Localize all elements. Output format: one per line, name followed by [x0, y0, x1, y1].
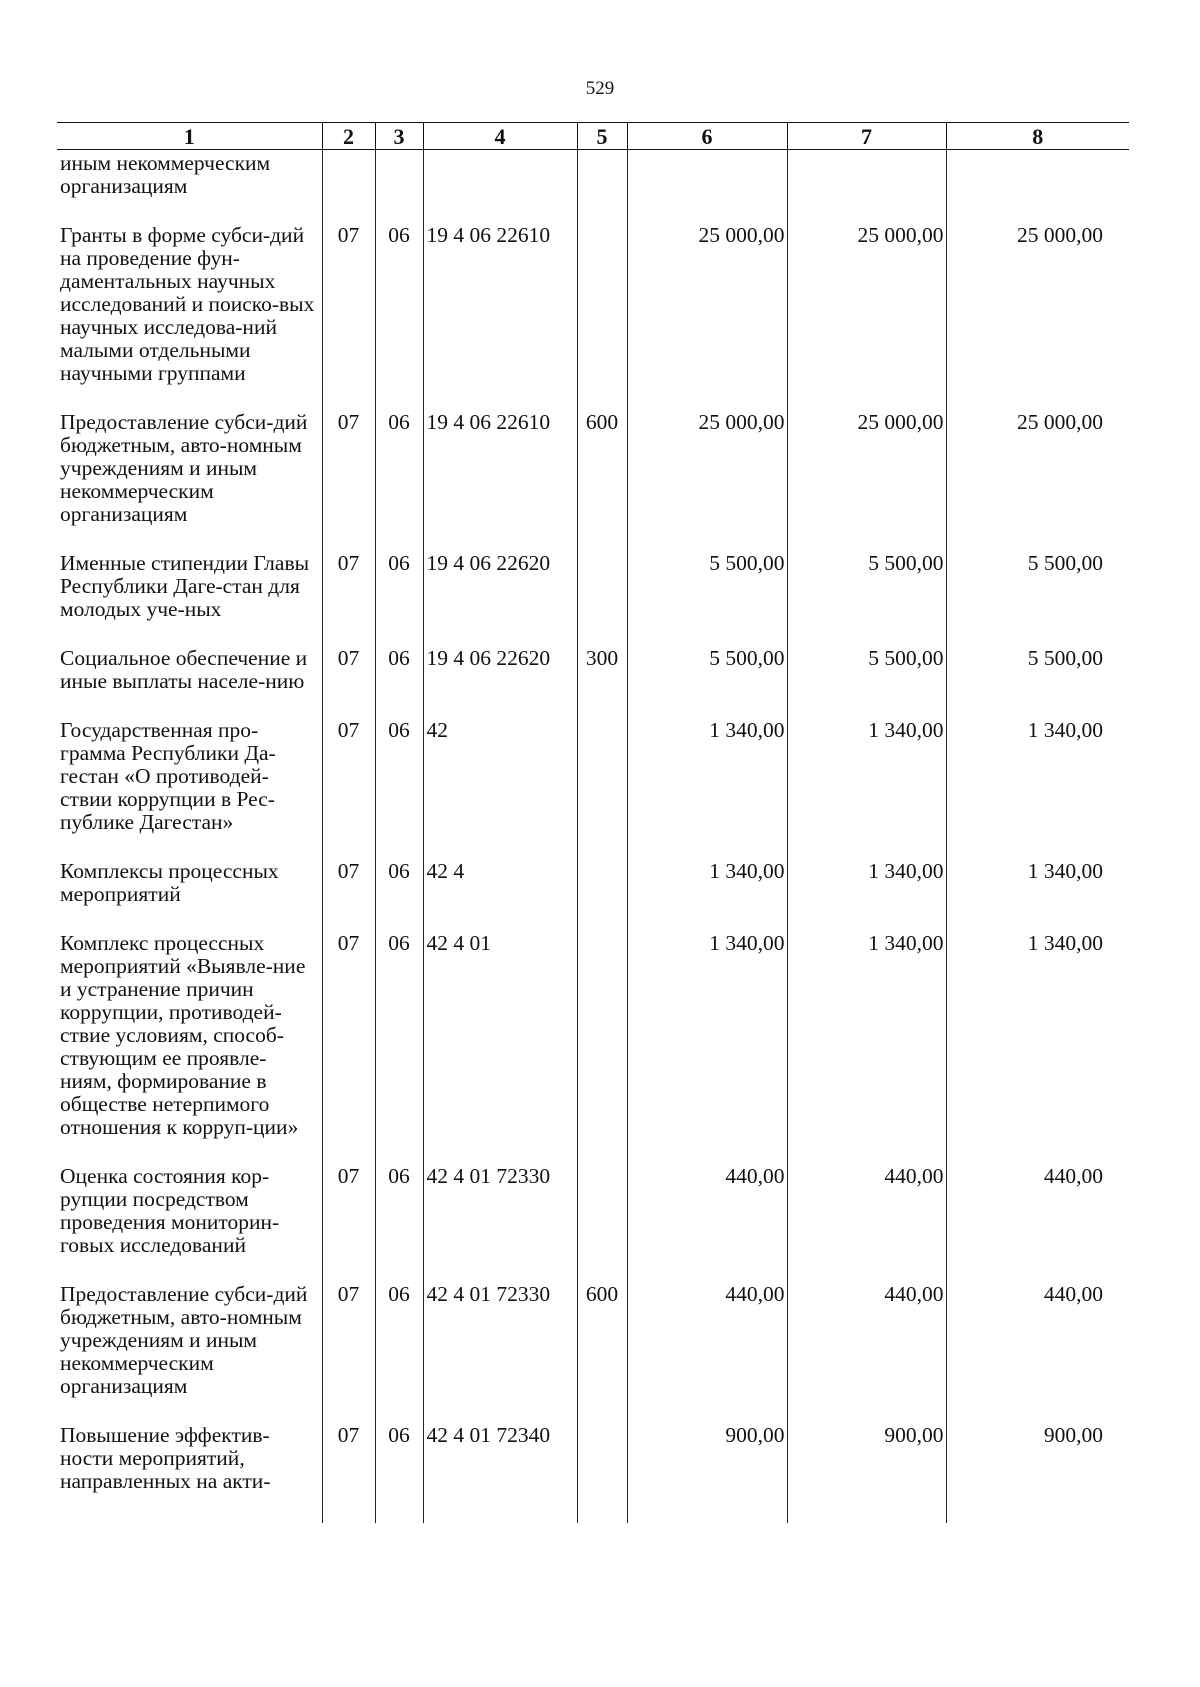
row-amount-col8: 1 340,00: [946, 707, 1129, 848]
row-target-code: 42 4: [423, 848, 577, 920]
header-col-7: 7: [787, 123, 946, 150]
row-amount-col6: 1 340,00: [627, 707, 787, 848]
table-row: [57, 1412, 1129, 1523]
row-section: 07: [322, 1271, 375, 1412]
row-name: Предоставление субси-дий бюджетным, авто-номным учреждениям и иным некоммерческим организациям: [60, 410, 308, 526]
row-subsection: 06: [375, 848, 423, 920]
row-subsection: 06: [375, 1271, 423, 1412]
row-amount-col8: 1 340,00: [946, 848, 1129, 920]
row-expense-type: [577, 1412, 627, 1523]
row-target-code: 42 4 01 72340: [423, 1412, 577, 1523]
header-col-6: 6: [627, 123, 787, 150]
row-name: Комплексы процессных мероприятий: [60, 859, 279, 906]
row-amount-col6: 1 340,00: [627, 848, 787, 920]
row-amount-col7: 25 000,00: [787, 399, 946, 540]
table-row: [57, 920, 1129, 1153]
row-name: Гранты в форме субси-дий на проведение фун-даментальных научных исследований и поиско-вых научных исследова-ний малыми отдельными научными группами: [60, 223, 315, 385]
row-name: Государственная про-грамма Республики Да-гестан «О противодей-ствии коррупции в Рес-публике Дагестан»: [60, 718, 276, 834]
row-expense-type: [577, 150, 627, 213]
row-amount-col6: 900,00: [627, 1412, 787, 1523]
row-subsection: 06: [375, 399, 423, 540]
row-target-code: 42: [423, 707, 577, 848]
row-section: 07: [322, 1412, 375, 1523]
row-name: Комплекс процессных мероприятий «Выявле-ние и устранение причин коррупции, противодей-ствие условиям, способ-ствующим ее проявле-ниям, формирование в обществе нетерпимого отношения к корруп-ции»: [60, 931, 306, 1139]
row-amount-col8: 440,00: [946, 1153, 1129, 1271]
row-expense-type: [577, 920, 627, 1153]
row-amount-col6: 25 000,00: [627, 212, 787, 399]
row-target-code: 42 4 01 72330: [423, 1271, 577, 1412]
row-name: Повышение эффектив-ности мероприятий, направленных на акти-: [60, 1423, 271, 1493]
row-target-code: 19 4 06 22620: [423, 540, 577, 635]
row-subsection: 06: [375, 212, 423, 399]
row-target-code: 19 4 06 22610: [423, 399, 577, 540]
table-row: [57, 399, 1129, 540]
row-amount-col8: 900,00: [946, 1412, 1129, 1523]
row-name: Именные стипендии Главы Республики Даге-стан для молодых уче-ных: [60, 551, 310, 621]
row-subsection: 06: [375, 540, 423, 635]
header-col-5: 5: [577, 123, 627, 150]
row-subsection: [375, 150, 423, 213]
row-section: 07: [322, 399, 375, 540]
row-subsection: 06: [375, 920, 423, 1153]
header-col-8: 8: [946, 123, 1129, 150]
row-amount-col7: 1 340,00: [787, 920, 946, 1153]
table-row: [57, 212, 1129, 399]
row-amount-col7: 440,00: [787, 1153, 946, 1271]
row-section: 07: [322, 920, 375, 1153]
row-amount-col8: 5 500,00: [946, 635, 1129, 707]
row-section: 07: [322, 848, 375, 920]
row-amount-col7: [787, 150, 946, 213]
row-amount-col7: 1 340,00: [787, 848, 946, 920]
row-amount-col8: 1 340,00: [946, 920, 1129, 1153]
row-subsection: 06: [375, 635, 423, 707]
row-amount-col6: 440,00: [627, 1153, 787, 1271]
row-amount-col6: 5 500,00: [627, 635, 787, 707]
row-amount-col7: 440,00: [787, 1271, 946, 1412]
row-amount-col8: 5 500,00: [946, 540, 1129, 635]
table-header-row: [57, 123, 1129, 150]
budget-table: [57, 122, 1129, 1523]
row-section: 07: [322, 540, 375, 635]
row-section: 07: [322, 1153, 375, 1271]
row-amount-col7: 5 500,00: [787, 635, 946, 707]
row-name: Социальное обеспечение и иные выплаты населе-нию: [60, 646, 308, 693]
row-expense-type: [577, 848, 627, 920]
row-subsection: 06: [375, 1153, 423, 1271]
row-amount-col7: 900,00: [787, 1412, 946, 1523]
header-col-1: 1: [57, 123, 322, 150]
row-expense-type: [577, 212, 627, 399]
header-col-4: 4: [423, 123, 577, 150]
row-name: иным некоммерческим организациям: [60, 151, 271, 198]
row-expense-type: 600: [577, 1271, 627, 1412]
row-amount-col8: [946, 150, 1129, 213]
row-name: Оценка состояния кор-рупции посредством проведения мониторин-говых исследований: [60, 1164, 280, 1257]
row-amount-col7: 1 340,00: [787, 707, 946, 848]
row-target-code: [423, 150, 577, 213]
table-row: [57, 1153, 1129, 1271]
row-expense-type: 300: [577, 635, 627, 707]
row-expense-type: [577, 707, 627, 848]
row-section: 07: [322, 707, 375, 848]
header-col-3: 3: [375, 123, 423, 150]
row-amount-col8: 440,00: [946, 1271, 1129, 1412]
table-row: [57, 707, 1129, 848]
table-row: [57, 150, 1129, 213]
page-number: 529: [585, 78, 615, 99]
row-amount-col7: 5 500,00: [787, 540, 946, 635]
row-target-code: 42 4 01 72330: [423, 1153, 577, 1271]
row-amount-col6: [627, 150, 787, 213]
row-section: 07: [322, 635, 375, 707]
row-amount-col8: 25 000,00: [946, 212, 1129, 399]
row-amount-col6: 1 340,00: [627, 920, 787, 1153]
row-subsection: 06: [375, 1412, 423, 1523]
row-expense-type: [577, 540, 627, 635]
row-target-code: 19 4 06 22610: [423, 212, 577, 399]
row-section: [322, 150, 375, 213]
row-target-code: 19 4 06 22620: [423, 635, 577, 707]
table-row: [57, 635, 1129, 707]
row-expense-type: 600: [577, 399, 627, 540]
table-row: [57, 848, 1129, 920]
row-amount-col6: 25 000,00: [627, 399, 787, 540]
table-row: [57, 540, 1129, 635]
row-section: 07: [322, 212, 375, 399]
row-amount-col6: 5 500,00: [627, 540, 787, 635]
row-amount-col6: 440,00: [627, 1271, 787, 1412]
row-target-code: 42 4 01: [423, 920, 577, 1153]
header-col-2: 2: [322, 123, 375, 150]
row-subsection: 06: [375, 707, 423, 848]
table-row: [57, 1271, 1129, 1412]
row-amount-col7: 25 000,00: [787, 212, 946, 399]
row-amount-col8: 25 000,00: [946, 399, 1129, 540]
row-expense-type: [577, 1153, 627, 1271]
row-name: Предоставление субси-дий бюджетным, авто-номным учреждениям и иным некоммерческим организациям: [60, 1282, 308, 1398]
